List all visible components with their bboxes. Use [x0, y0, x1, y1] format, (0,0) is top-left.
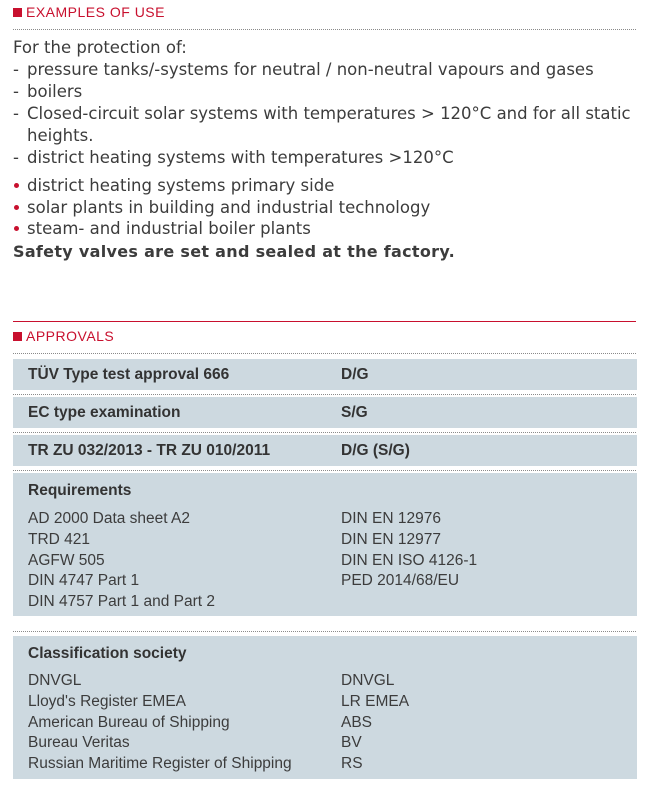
dash-list: [13, 59, 637, 169]
classification-item: LR EMEA: [341, 692, 410, 710]
requirement-item: DIN EN 12977: [341, 530, 441, 548]
requirement-item: DIN EN 12976: [341, 510, 441, 527]
section-title: APPROVALS: [26, 328, 115, 344]
section-header-approvals: [13, 328, 114, 344]
approval-row: [13, 359, 637, 390]
requirements-title: Requirements: [28, 482, 132, 499]
approval-label: TR ZU 032/2013 - TR ZU 010/2011: [28, 442, 271, 459]
approval-value: D/G (S/G): [341, 442, 410, 459]
requirement-item: DIN 4757 Part 1 and Part 2: [28, 593, 215, 611]
divider: [13, 470, 636, 471]
classification-right: [341, 671, 409, 775]
classification-item: DNVGL: [28, 672, 82, 689]
divider: [13, 29, 636, 30]
classification-box: [13, 636, 637, 779]
classification-item: Bureau Veritas: [28, 734, 130, 752]
classification-item: BV: [341, 734, 362, 752]
bullet-icon: [14, 183, 19, 188]
classification-item: Lloyd's Register EMEA: [28, 692, 187, 710]
classification-item: DNVGL: [341, 672, 395, 689]
section-marker-icon: [13, 332, 22, 341]
divider: [13, 432, 636, 433]
approval-label: TÜV Type test approval 666: [28, 366, 230, 383]
section-marker-icon: [13, 8, 22, 17]
divider: [13, 631, 636, 632]
classification-item: ABS: [341, 713, 373, 731]
requirement-item: DIN EN ISO 4126-1: [341, 551, 478, 569]
section-header-examples: [13, 4, 165, 20]
classification-item: RS: [341, 755, 363, 773]
approval-row: [13, 397, 637, 428]
list-item: - Closed-circuit solar systems with temperatures > 120°C and for all static heights.: [13, 104, 631, 145]
classification-title: Classification society: [28, 645, 187, 662]
approval-value: D/G: [341, 366, 369, 383]
list-item: - boilers: [13, 82, 83, 101]
requirement-item: PED 2014/68/EU: [341, 572, 460, 590]
list-item: - pressure tanks/-systems for neutral / non-neutral vapours and gases: [13, 60, 594, 79]
classification-item: American Bureau of Shipping: [28, 713, 230, 731]
bullet-icon: [14, 205, 19, 210]
requirements-box: [13, 473, 637, 616]
approval-row: [13, 435, 637, 466]
approval-label: EC type examination: [28, 404, 181, 421]
requirement-item: TRD 421: [28, 530, 91, 548]
requirement-item: AGFW 505: [28, 551, 105, 569]
list-item: district heating systems primary side: [13, 175, 430, 197]
bullet-icon: [14, 226, 19, 231]
factory-note: Safety valves are set and sealed at the factory.: [13, 242, 456, 261]
list-item: solar plants in building and industrial technology: [13, 197, 430, 219]
list-item: - district heating systems with temperatures >120°C: [13, 148, 454, 167]
list-item: steam- and industrial boiler plants: [13, 218, 430, 240]
requirement-item: DIN 4747 Part 1: [28, 572, 140, 590]
bullet-list: [13, 175, 430, 240]
requirements-left: [28, 509, 215, 613]
section-rule: [13, 321, 636, 322]
approval-value: S/G: [341, 404, 368, 421]
divider: [13, 394, 636, 395]
divider: [13, 353, 636, 354]
classification-left: [28, 671, 292, 775]
requirement-item: AD 2000 Data sheet A2: [28, 510, 191, 527]
intro-text: For the protection of:: [13, 38, 187, 57]
classification-item: Russian Maritime Register of Shipping: [28, 755, 292, 773]
requirements-right: [341, 509, 477, 592]
section-title: EXAMPLES OF USE: [26, 4, 165, 20]
